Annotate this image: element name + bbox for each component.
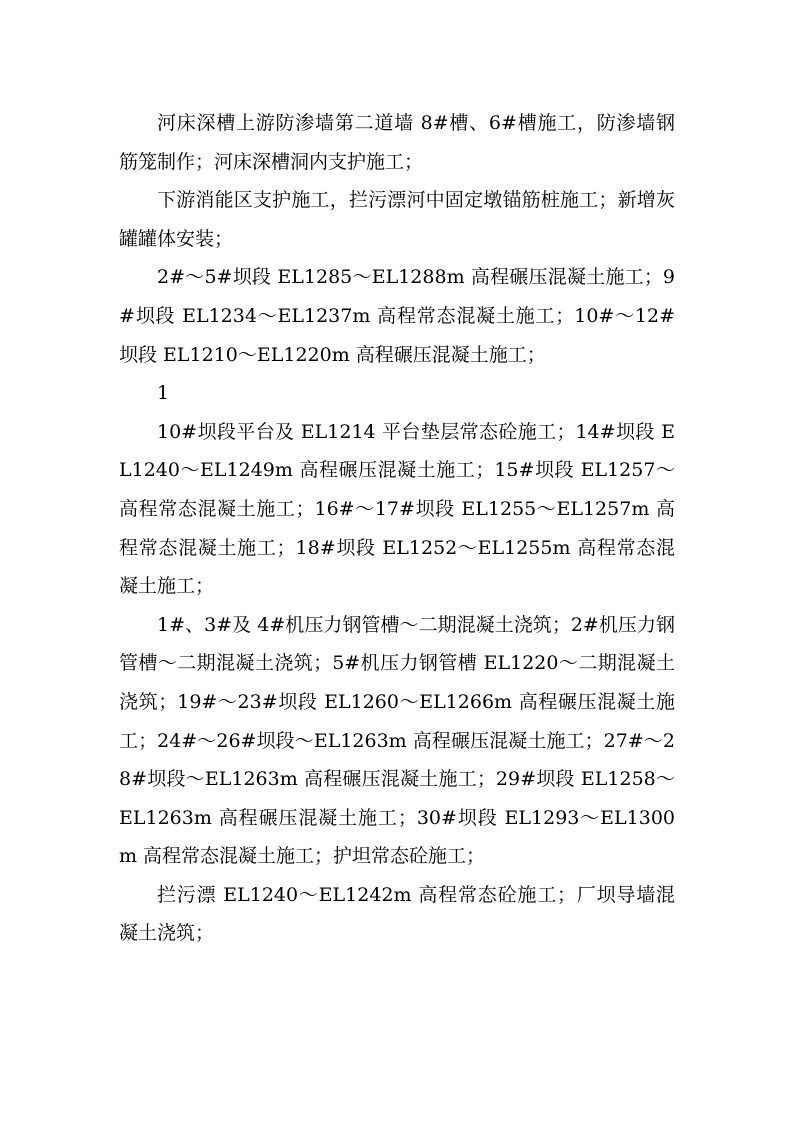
paragraph-trash-boom-and-guide-wall: 拦污漂 EL1240～EL1242m 高程常态砼施工；厂坝导墙混凝土浇筑； [119, 883, 675, 945]
document-body [119, 104, 675, 953]
paragraph-upstream-cutoff-wall: 河床深槽上游防渗墙第二道墙 8#槽、6#槽施工，防渗墙钢筋笼制作；河床深槽洞内支护施工； [119, 112, 675, 173]
paragraph-dam-sections-2-12: 2#～5#坝段 EL1285～EL1288m 高程碾压混凝土施工；9#坝段 EL1234～EL1237m 高程常态混凝土施工；10#～12#坝段 EL1210～EL1220m 高程碾压混凝土施工； [119, 266, 675, 366]
paragraph-dam-sections-10-18: 10#坝段平台及 EL1214 平台垫层常态砼施工；14#坝段 EL1240～EL1249m 高程碾压混凝土施工；15#坝段 EL1257～高程常态混凝土施工；16#～17#坝段 EL1255～EL1257m 高程常态混凝土施工；18#坝段 EL1252～EL1255m 高程常态混凝土施工； [119, 420, 675, 598]
paragraph-marker-1: 1 [157, 382, 170, 405]
paragraph-downstream-energy-dissipation: 下游消能区支护施工，拦污漂河中固定墩锚筋桩施工；新增灰罐罐体安装； [119, 189, 675, 250]
paragraph-penstock-and-dam-sections-19-30: 1#、3#及 4#机压力钢管槽～二期混凝土浇筑；2#机压力钢管槽～二期混凝土浇筑；5#机压力钢管槽 EL1220～二期混凝土浇筑；19#～23#坝段 EL1260～EL1266m 高程碾压混凝土施工；24#～26#坝段～EL1263m 高程碾压混凝土施工；27#～28#坝段～EL1263m 高程碾压混凝土施工；29#坝段 EL1258～EL1263m 高程碾压混凝土施工；30#坝段 EL1293～EL1300m 高程常态混凝土施工；护坦常态砼施工； [119, 613, 675, 868]
